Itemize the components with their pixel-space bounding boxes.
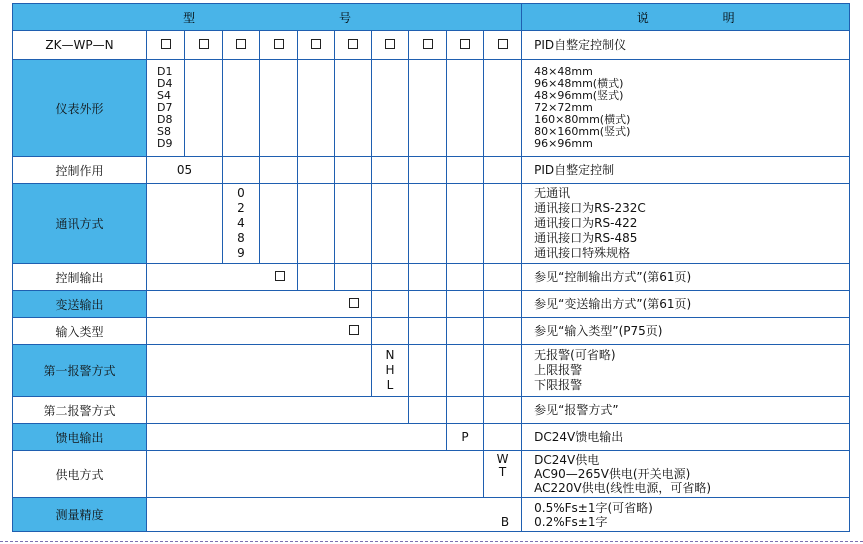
row-accuracy [13, 498, 850, 532]
ctrl-out-desc: 参见“控制输出方式”(第61页) [522, 264, 850, 291]
input-box [349, 325, 359, 335]
shape-desc: 48×96mm(竖式) [534, 89, 624, 102]
box-4 [274, 39, 284, 49]
control-desc: PID自整定控制 [522, 157, 850, 184]
trans-out-box [349, 298, 359, 308]
power-desc: AC90—265V供电(开关电源) [534, 467, 691, 481]
box-8 [423, 39, 433, 49]
shape-code: D4 [157, 77, 173, 90]
control-code: 05 [147, 157, 223, 184]
box-1 [161, 39, 171, 49]
trans-out-label: 变送输出 [13, 291, 147, 318]
comm-code: 9 [237, 246, 245, 260]
header-type-char: 型 [183, 10, 196, 25]
accuracy-descs [522, 498, 850, 532]
ctrl-out-box [275, 271, 285, 281]
comm-desc: 通讯接口为RS-485 [534, 231, 638, 245]
box-3 [236, 39, 246, 49]
comm-code: 4 [237, 216, 245, 230]
box-5 [311, 39, 321, 49]
power-descs [522, 451, 850, 498]
comm-label: 通讯方式 [13, 184, 147, 264]
row-trans-out [13, 291, 850, 318]
shape-desc: 96×48mm(横式) [534, 77, 624, 90]
row-ctrl-out [13, 264, 850, 291]
row-shape [13, 60, 850, 157]
alarm1-codes [372, 345, 409, 397]
header-desc [522, 4, 850, 31]
box-2 [199, 39, 209, 49]
control-label: 控制作用 [13, 157, 147, 184]
shape-desc: 96×96mm [534, 137, 593, 150]
comm-descs [522, 184, 850, 264]
model-desc: PID自整定控制仪 [522, 31, 850, 60]
shape-code: D7 [157, 101, 173, 114]
alarm1-code: L [386, 378, 394, 392]
input-label: 输入类型 [13, 318, 147, 345]
comm-desc: 通讯接口为RS-232C [534, 201, 646, 215]
header-model-char: 号 [338, 10, 351, 25]
comm-code: 2 [237, 201, 245, 215]
comm-code: 0 [237, 186, 245, 200]
shape-descs [522, 60, 850, 157]
row-feed [13, 424, 850, 451]
box-10 [498, 39, 508, 49]
alarm1-desc: 下限报警 [534, 378, 583, 392]
shape-desc: 48×48mm [534, 65, 593, 78]
header-model [13, 4, 522, 31]
shape-code: D1 [157, 65, 173, 78]
shape-label: 仪表外形 [13, 60, 147, 157]
comm-desc: 无通讯 [534, 186, 571, 200]
row-input [13, 318, 850, 345]
shape-desc: 80×160mm(竖式) [534, 125, 631, 138]
ctrl-out-label: 控制输出 [13, 264, 147, 291]
shape-code: D8 [157, 113, 173, 126]
accuracy-label: 测量精度 [13, 498, 147, 532]
alarm1-label: 第一报警方式 [13, 345, 147, 397]
power-label: 供电方式 [13, 451, 147, 498]
alarm1-desc: 无报警(可省略) [534, 348, 616, 362]
trans-out-desc: 参见“变送输出方式”(第61页) [522, 291, 850, 318]
power-desc: DC24V供电 [534, 453, 600, 467]
power-code: W [496, 452, 509, 466]
row-power [13, 451, 850, 498]
feed-label: 馈电输出 [13, 424, 147, 451]
row-control [13, 157, 850, 184]
shape-desc: 160×80mm(横式) [534, 113, 631, 126]
accuracy-code: B [147, 498, 522, 532]
header-desc-char2: 明 [722, 10, 735, 25]
shape-codes [147, 60, 185, 157]
alarm2-desc: 参见“报警方式” [522, 397, 850, 424]
row-model [13, 31, 850, 60]
page-bottom-rule [0, 541, 863, 542]
shape-desc: 72×72mm [534, 101, 593, 114]
box-9 [460, 39, 470, 49]
comm-desc: 通讯接口特殊规格 [534, 246, 631, 260]
row-alarm2 [13, 397, 850, 424]
shape-code: D9 [157, 137, 173, 150]
alarm1-desc: 上限报警 [534, 363, 583, 377]
row-comm [13, 184, 850, 264]
box-6 [348, 39, 358, 49]
input-desc: 参见“输入类型”(P75页) [522, 318, 850, 345]
model-code: ZK—WP—N [13, 31, 147, 60]
feed-desc: DC24V馈电输出 [522, 424, 850, 451]
power-codes [484, 451, 522, 498]
accuracy-desc: 0.2%Fs±1字 [534, 514, 608, 529]
header-desc-char1: 说 [636, 10, 649, 25]
box-7 [385, 39, 395, 49]
feed-code: P [447, 424, 484, 451]
shape-code: S8 [157, 125, 171, 138]
accuracy-desc: 0.5%Fs±1字(可省略) [534, 500, 653, 515]
row-alarm1 [13, 345, 850, 397]
comm-desc: 通讯接口为RS-422 [534, 216, 638, 230]
power-code: T [498, 465, 507, 479]
comm-code: 8 [237, 231, 245, 245]
shape-code: S4 [157, 89, 171, 102]
alarm1-descs [522, 345, 850, 397]
alarm1-code: H [385, 363, 395, 377]
comm-codes [223, 184, 260, 264]
power-desc: AC220V供电(线性电源，可省略) [534, 481, 712, 495]
alarm1-code: N [385, 348, 395, 362]
alarm2-label: 第二报警方式 [13, 397, 147, 424]
model-spec-table [12, 3, 850, 532]
